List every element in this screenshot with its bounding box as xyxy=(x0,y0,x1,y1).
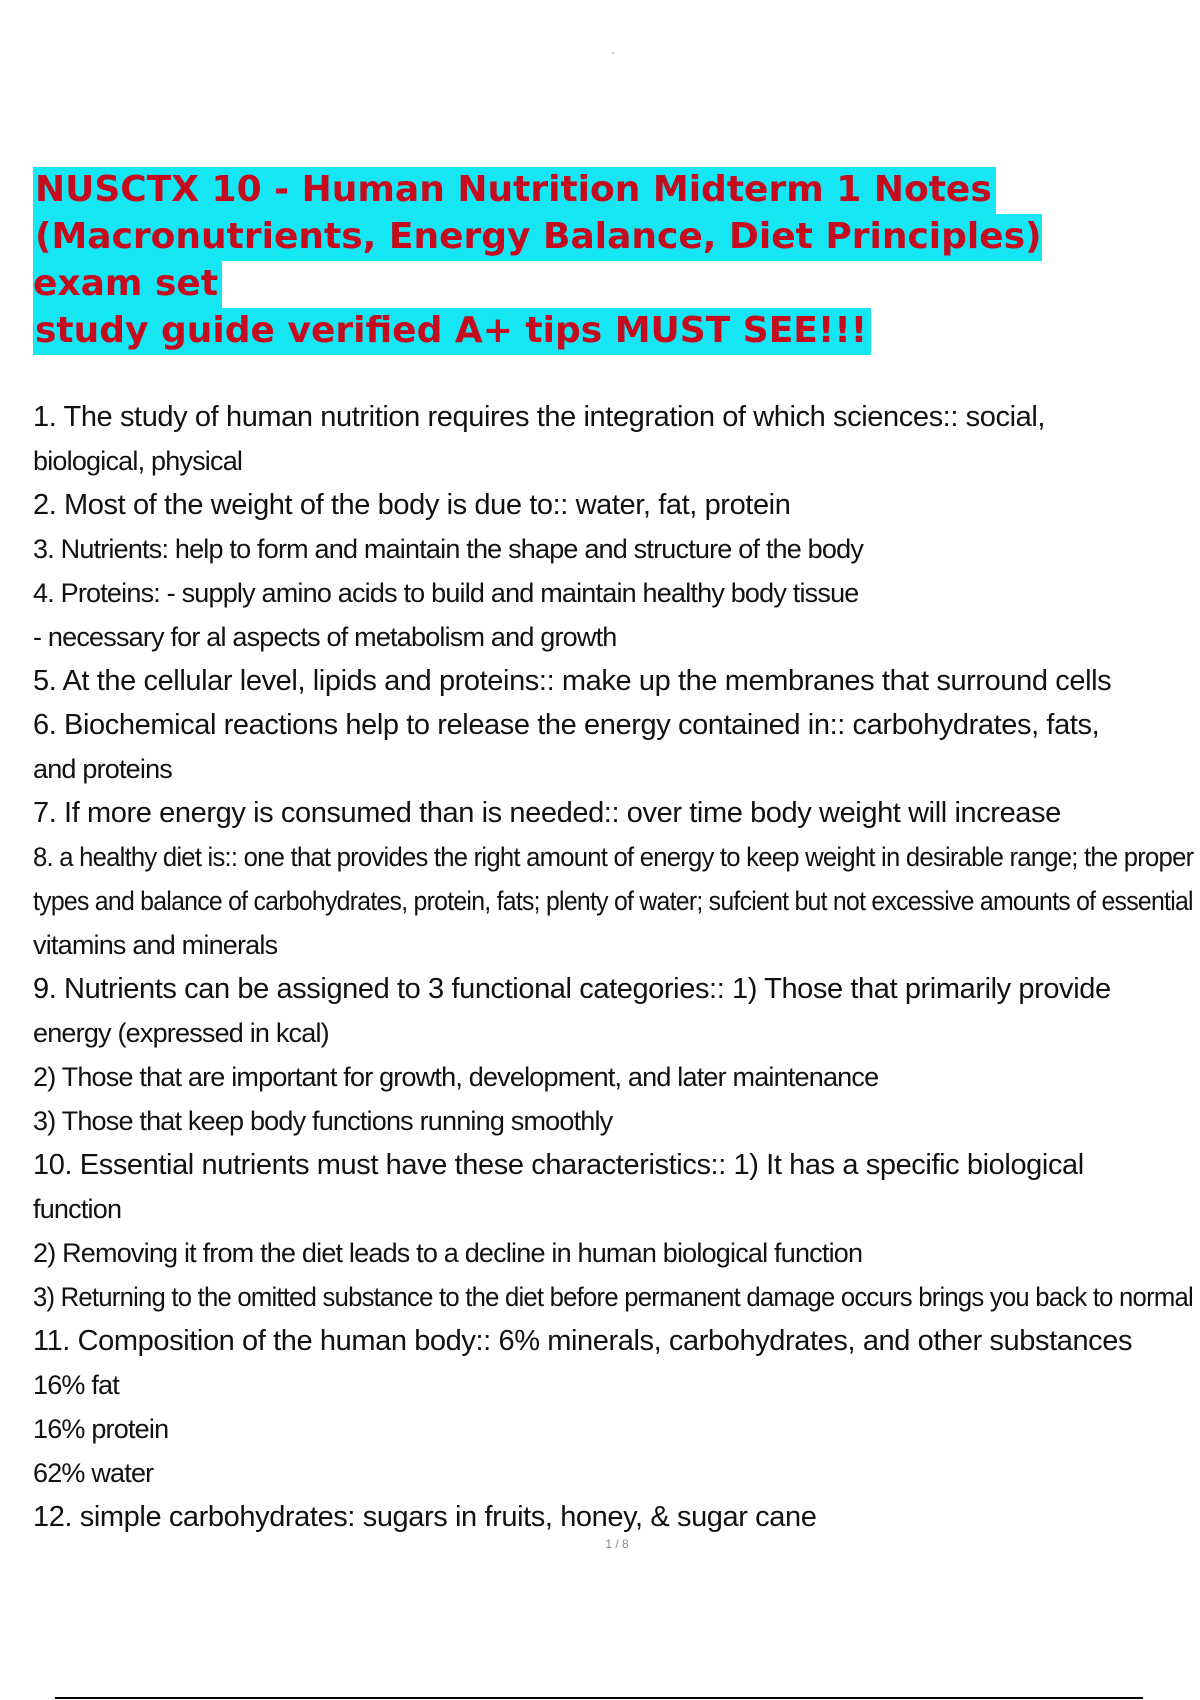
note-line: function xyxy=(33,1194,122,1224)
note-line: 62% water xyxy=(33,1458,154,1488)
note-line: 2) Removing it from the diet leads to a decline in human biological function xyxy=(33,1238,863,1268)
note-line: 16% fat xyxy=(33,1370,119,1400)
title-line-1: NUSCTX 10 - Human Nutrition Midterm 1 Notes xyxy=(33,166,1153,213)
note-line: 4. Proteins: - supply amino acids to build and maintain healthy body tissue xyxy=(33,578,859,608)
title-line-2: (Macronutrients, Energy Balance, Diet Principles) exam set xyxy=(33,213,1153,307)
page-number: 1 / 8 xyxy=(605,1537,629,1551)
note-line: 9. Nutrients can be assigned to 3 functional categories:: 1) Those that primarily provide xyxy=(33,973,1111,1005)
note-line: 10. Essential nutrients must have these characteristics:: 1) It has a specific biological xyxy=(33,1149,1084,1181)
footer-divider xyxy=(55,1697,1143,1699)
note-line: - necessary for al aspects of metabolism and growth xyxy=(33,622,617,652)
notes-body xyxy=(33,395,1193,1539)
note-line: 5. At the cellular level, lipids and proteins:: make up the membranes that surround cells xyxy=(33,665,1112,697)
note-line: 3) Returning to the omitted substance to the diet before permanent damage occurs brings you back to normal xyxy=(33,1282,1193,1312)
note-line: 12. simple carbohydrates: sugars in fruits, honey, & sugar cane xyxy=(33,1501,817,1533)
note-line: 6. Biochemical reactions help to release the energy contained in:: carbohydrates, fats, xyxy=(33,709,1100,741)
note-line: 7. If more energy is consumed than is needed:: over time body weight will increase xyxy=(33,797,1061,829)
note-line: energy (expressed in kcal) xyxy=(33,1018,329,1048)
document-title xyxy=(33,166,1153,354)
note-line: biological, physical xyxy=(33,446,243,476)
note-line: 2) Those that are important for growth, development, and later maintenance xyxy=(33,1062,879,1092)
note-line: 2. Most of the weight of the body is due to:: water, fat, protein xyxy=(33,489,791,521)
note-line: 3) Those that keep body functions running smoothly xyxy=(33,1106,613,1136)
note-line: types and balance of carbohydrates, protein, fats; plenty of water; sufcient but not excessive amounts of essential xyxy=(33,886,1193,916)
note-line: 1. The study of human nutrition requires the integration of which sciences:: social, xyxy=(33,401,1046,433)
note-line: 11. Composition of the human body:: 6% minerals, carbohydrates, and other substances xyxy=(33,1325,1133,1357)
title-line-3: study guide verified A+ tips MUST SEE!!! xyxy=(33,307,1153,354)
note-line: and proteins xyxy=(33,754,173,784)
note-line: 16% protein xyxy=(33,1414,169,1444)
note-line: 8. a healthy diet is:: one that provides the right amount of energy to keep weight in desirable range; the proper xyxy=(33,842,1194,872)
note-line: vitamins and minerals xyxy=(33,930,278,960)
page-dot xyxy=(612,52,614,54)
note-line: 3. Nutrients: help to form and maintain the shape and structure of the body xyxy=(33,534,864,564)
